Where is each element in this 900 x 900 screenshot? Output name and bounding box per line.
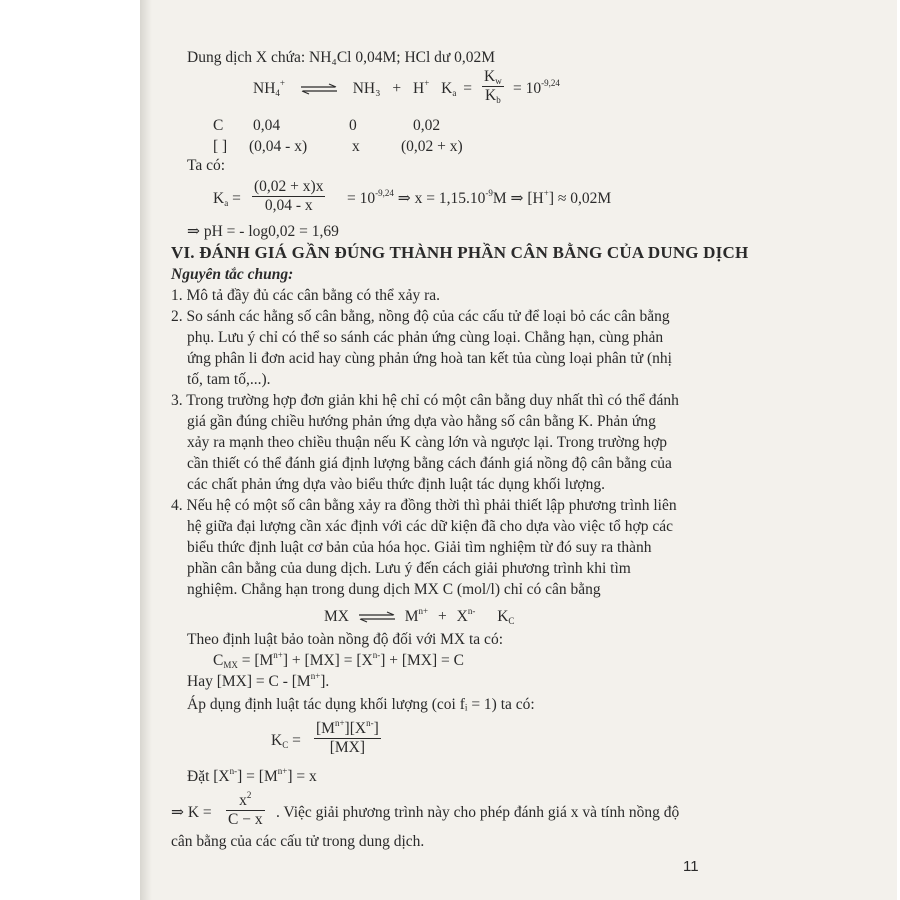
ka-equation-rhs: = $10^{-9,24}$ ⇒ $x = 1,15.10^{-9}M$ ⇒ [H+] ≈ 0,02M xyxy=(347,188,612,207)
body-line: 2. So sánh các hằng số cân bằng, nồng độ của các cấu tử để loại bỏ các cân bằng xyxy=(171,308,670,325)
row-initial-b: 0 xyxy=(349,117,357,134)
ka-equation-lhs: $K_a$ = xyxy=(213,190,241,208)
body-line: 3. Trong trường hợp đơn giản khi hệ chỉ có một cân bằng duy nhất thì có thể đánh xyxy=(171,392,679,409)
page-gutter-shadow xyxy=(140,0,152,900)
body-line: các chất phản ứng dựa vào biểu thức định luật tác dụng khối lượng. xyxy=(187,476,605,493)
intro-line: Dung dịch X chứa: NH₄Cl 0,04M; HCl dư 0,02M xyxy=(187,49,496,66)
ta-co-label: Ta có: xyxy=(187,157,226,174)
kc-fraction: $\frac{[M^{n+}][X^{n-}]}{[MX]}$ xyxy=(316,718,379,756)
final-fraction: $\frac{x^2}{C - x}$ xyxy=(228,790,263,828)
body-line: phụ. Lưu ý chỉ có thể so sánh các phản ứng cùng loại. Chẳng hạn, cùng phản xyxy=(187,329,664,346)
cmx-equation: $C_{MX} = [M^{n+}] + [MX] = [X^{n-}] + [MX] = C$ xyxy=(213,650,464,670)
body-line: xảy ra mạnh theo chiều thuận nếu K càng lớn và ngược lại. Trong trường hợp xyxy=(187,434,668,451)
apply-line: Áp dụng định luật tác dụng khối lượng (coi fᵢ = 1) ta có: xyxy=(187,696,535,713)
body-line: hệ giữa đại lượng cần xác định với các dữ kiện đã cho dựa vào việc tổ hợp các xyxy=(187,518,673,535)
conservation-line: Theo định luật bảo toàn nồng độ đối với MX ta có: xyxy=(187,631,503,648)
principle-subheading: Nguyên tắc chung: xyxy=(171,266,294,283)
ph-result: ⇒ pH = - log0,02 = 1,69 xyxy=(187,223,339,240)
body-line: 1. Mô tả đầy đủ các cân bằng có thể xảy ra. xyxy=(171,287,440,304)
row-equilibrium-b: x xyxy=(352,138,360,155)
body-line: biểu thức định luật cơ bản của hóa học. Giải tìm nghiệm từ đó suy ra thành xyxy=(187,539,652,556)
kw-over-kb-fraction: $\frac{K_w}{K_b}$ xyxy=(484,68,502,105)
body-line: cần thiết có thể đánh giá định lượng bằng cách đánh giá nồng độ cân bằng của xyxy=(187,455,672,472)
body-line: 4. Nếu hệ có một số cân bằng xảy ra đồng thời thì phải thiết lập phương trình liên xyxy=(171,497,677,514)
row-equilibrium-c: (0,02 + x) xyxy=(401,138,463,155)
page-number: 11 xyxy=(683,858,699,875)
equilibrium-arrow-icon xyxy=(357,611,397,623)
final-text: . Việc giải phương trình này cho phép đánh giá x và tính nồng độ xyxy=(276,804,680,821)
row-equilibrium-label: [ ] xyxy=(213,138,228,155)
equilibrium-arrow-icon xyxy=(299,83,339,95)
row-equilibrium-a: (0,04 - x) xyxy=(249,138,308,155)
mx-equilibrium: MX $M^{n+} + X^{n-}$ $K_C$ xyxy=(324,606,515,626)
kc-lhs: $K_C$ = xyxy=(271,732,301,750)
ka-value: = $10^{-9,24}$ xyxy=(513,78,560,97)
final-text-2: cân bằng của các cấu tử trong dung dịch. xyxy=(171,833,425,850)
body-line: giá gần đúng chiều hướng phản ứng dựa vào hằng số cân bằng K. Phản ứng xyxy=(187,413,656,430)
equilibrium-equation-1: $NH_4^+$ NH₃ + H+ $K_a$ = xyxy=(253,78,472,98)
dat-line: Đặt $[X^{n-}] = [M^{n+}] = x$ xyxy=(187,766,317,785)
ka-equation-fraction: $\frac{(0,02 + x)x}{0,04 - x}$ xyxy=(254,178,324,214)
section-heading: VI. ĐÁNH GIÁ GẦN ĐÚNG THÀNH PHẦN CÂN BẰNG CỦA DUNG DỊCH xyxy=(171,243,749,262)
row-initial-label: C xyxy=(213,117,224,134)
body-line: ứng phân li đơn acid hay cùng phản ứng hoà tan kết tủa cùng loại phân tử (nhị xyxy=(187,350,672,367)
body-line: nghiệm. Chẳng hạn trong dung dịch MX C (mol/l) chỉ có cân bằng xyxy=(187,581,601,598)
final-lhs: ⇒ K = xyxy=(171,804,212,821)
hay-line: Hay $[MX] = C - [M^{n+}]$. xyxy=(187,671,330,690)
row-initial-c: 0,02 xyxy=(413,117,441,134)
body-line: tố, tam tố,...). xyxy=(187,371,271,388)
row-initial-a: 0,04 xyxy=(253,117,281,134)
body-line: phần cân bằng của dung dịch. Lưu ý đến cách giải phương trình khi tìm xyxy=(187,560,631,577)
